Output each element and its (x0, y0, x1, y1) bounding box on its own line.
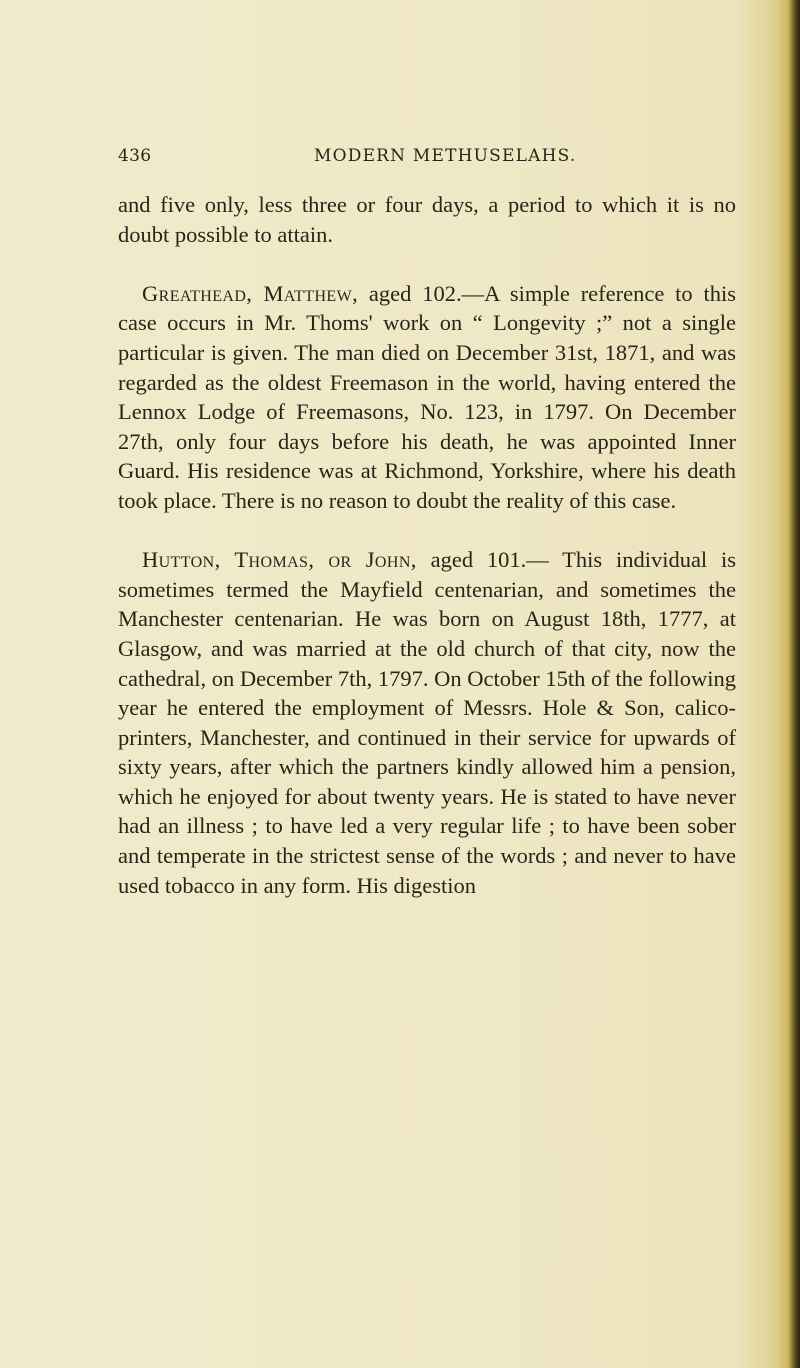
entry-text: aged 101.— This individual is sometimes termed the Mayfield centenarian, and sometimes the Manchester centenarian. He was born on August 18th, 1777, at Glasgow, and was married at the old church of that city, now the cathedral, on December 7th, 1797. On October 15th of the following year he entered the employment of Messrs. Hole & Son, calico-printers, Manchester, and continued in their service for upwards of sixty years, after which the partners kindly allowed him a pension, which he enjoyed for about twenty years. He is stated to have never had an illness ; to have led a very regular life ; to have been sober and temperate in the strictest sense of the words ; and never to have used tobacco in any form. His digestion (118, 547, 736, 898)
page-header (118, 146, 738, 172)
entry-name: Hutton, Thomas, or John, (142, 547, 417, 573)
page-number: 436 (118, 146, 152, 166)
page-edge-shadow (778, 0, 800, 1368)
entry-greathead (118, 279, 736, 516)
running-head: MODERN METHUSELAHS. (314, 146, 577, 166)
entry-hutton (118, 545, 736, 900)
paragraph-continuation: and five only, less three or four days, a period to which it is no doubt possible to attain. (118, 192, 736, 247)
entry-name: Greathead, Matthew, (142, 280, 359, 306)
entry-text: aged 102.—A simple reference to this case occurs in Mr. Thoms' work on “ Longevity ;” not a single particular is given. The man died on December 31st, 1871, and was regarded as the oldest Freemason in the world, having entered the Lennox Lodge of Freemasons, No. 123, in 1797. On December 27th, only four days before his death, he was appointed Inner Guard. His residence was at Richmond, Yorkshire, where his death took place. There is no reason to doubt the reality of this case. (118, 280, 736, 513)
body-text (118, 190, 736, 900)
